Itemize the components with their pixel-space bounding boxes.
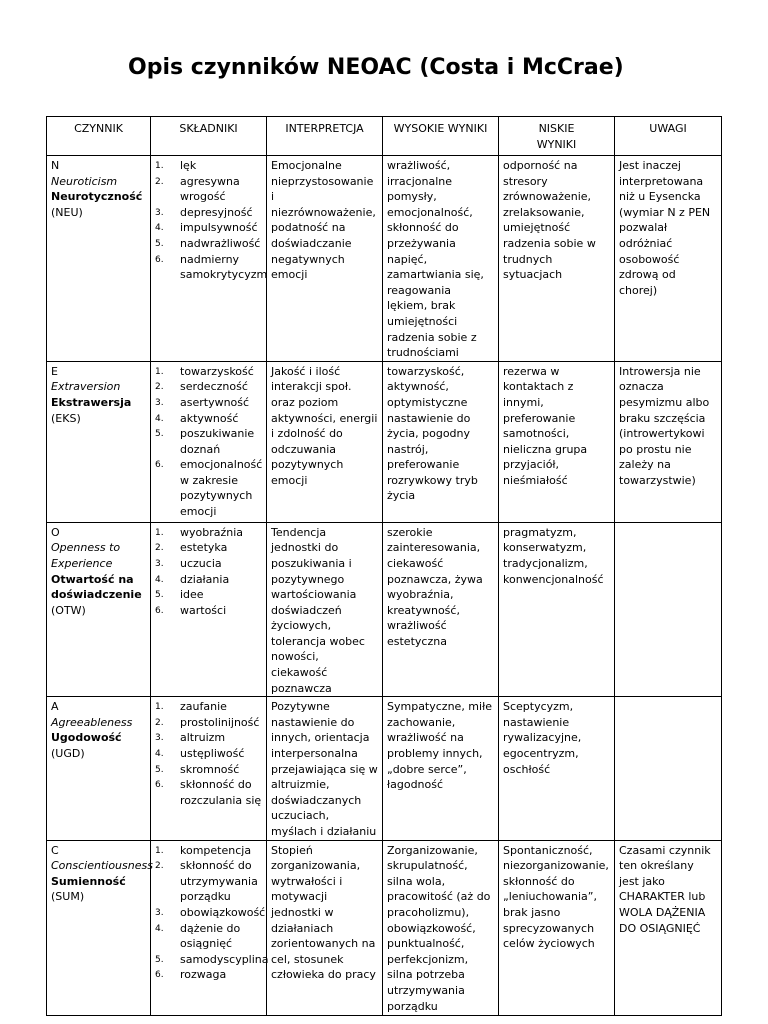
low-scores-cell: pragmatyzm, konserwatyzm, tradycjonalizm, konwencjonalność (499, 522, 615, 697)
header-factor: CZYNNIK (47, 117, 151, 156)
interpretation-cell: Jakość i ilość interakcji społ. oraz poziom aktywności, energii i zdolność do odczuwania pozytywnych emocji (267, 361, 383, 522)
components-cell (151, 156, 267, 362)
factor-name-pl: Otwartość na doświadczenie (51, 572, 142, 602)
list-item: obowiązkowość (180, 905, 266, 919)
factor-name-pl: Ekstrawersja (51, 395, 132, 409)
factor-name-en: Conscientiousness (51, 859, 153, 873)
header-notes: UWAGI (615, 117, 722, 156)
list-item: nadwrażliwość (180, 236, 261, 250)
factor-letter: O (51, 525, 60, 539)
list-item: emocjonalność w zakresie pozytywnych emocji (180, 458, 263, 519)
list-item: towarzyskość (180, 364, 254, 378)
components-list (155, 158, 268, 283)
high-scores-cell: Sympatyczne, miłe zachowanie, wrażliwość na problemy innych, „dobre serce”, łagodność (383, 697, 499, 840)
table-row (47, 697, 722, 840)
factor-cell (47, 697, 151, 840)
list-item: depresyjność (180, 205, 253, 219)
factor-abbr: (SUM) (51, 890, 85, 904)
list-item: uczucia (180, 556, 222, 570)
low-scores-cell: Sceptycyzm, nastawienie rywalizacyjne, egocentryzm, oschłość (499, 697, 615, 840)
factor-name-pl: Neurotyczność (51, 190, 143, 204)
list-item: ustępliwość (180, 747, 245, 761)
low-scores-cell: rezerwa w kontaktach z innymi, preferowanie samotności, nieliczna grupa przyjaciół, nieśmiałość (499, 361, 615, 522)
header-low-scores: NISKIE WYNIKI (499, 117, 615, 156)
list-item: skłonność do utrzymywania porządku (180, 859, 258, 904)
list-item: zaufanie (180, 700, 227, 714)
factor-abbr: (NEU) (51, 205, 83, 219)
components-cell (151, 840, 267, 1015)
factor-abbr: (UGD) (51, 747, 85, 761)
notes-cell (615, 697, 722, 840)
factor-letter: C (51, 843, 59, 857)
factor-letter: E (51, 364, 58, 378)
list-item: nadmierny samokrytycyzm (180, 252, 268, 282)
list-item: lęk (180, 159, 197, 172)
list-item: wyobraźnia (180, 525, 244, 539)
factor-abbr: (OTW) (51, 603, 86, 617)
components-cell (151, 697, 267, 840)
factor-cell (47, 840, 151, 1015)
list-item: estetyka (180, 541, 228, 555)
components-cell (151, 522, 267, 697)
factor-name-pl: Sumienność (51, 874, 126, 888)
high-scores-cell: Zorganizowanie, skrupulatność, silna wola, pracowitość (aż do pracoholizmu), obowiązkowość, punktualność, perfekcjonizm, silna potrzeba utrzymywania porządku (383, 840, 499, 1015)
factor-name-en: Neuroticism (51, 174, 118, 188)
interpretation-cell: Stopień zorganizowania, wytrwałości i motywacji jednostki w działaniach zorientowanych na cel, stosunek człowieka do pracy (267, 840, 383, 1015)
header-components: SKŁADNIKI (151, 117, 267, 156)
table-row (47, 522, 722, 697)
low-scores-cell: Spontaniczność, niezorganizowanie, skłonność do „leniuchowania”, brak jasno sprecyzowanych celów życiowych (499, 840, 615, 1015)
list-item: kompetencja (180, 843, 252, 857)
list-item: impulsywność (180, 221, 258, 235)
components-list (155, 699, 262, 808)
low-scores-cell: odporność na stresory zrównoważenie, zrelaksowanie, umiejętność radzenia sobie w trudnych sytuacjach (499, 156, 615, 362)
list-item: rozwaga (180, 968, 227, 982)
interpretation-cell: Tendencja jednostki do poszukiwania i pozytywnego wartościowania doświadczeń życiowych, tolerancja wobec nowości, ciekawość poznawcza (267, 522, 383, 697)
high-scores-cell: wrażliwość, irracjonalne pomysły, emocjonalność, skłonność do przeżywania napięć, zamartwiania się, reagowania lękiem, brak umiejętności radzenia sobie z trudnościami (383, 156, 499, 362)
list-item: asertywność (180, 395, 250, 409)
high-scores-cell: towarzyskość, aktywność, optymistyczne nastawienie do życia, pogodny nastrój, preferowanie rozrywkowy tryb życia (383, 361, 499, 522)
factor-cell (47, 156, 151, 362)
table-row (47, 840, 722, 1015)
header-row (47, 117, 722, 156)
notes-cell (615, 522, 722, 697)
interpretation-cell: Pozytywne nastawienie do innych, orientacja interpersonalna przejawiająca się w altruizmie, doświadczanych uczuciach, myślach i działaniu (267, 697, 383, 840)
components-list (155, 843, 269, 983)
list-item: wartości (180, 603, 227, 617)
notes-cell: Introwersja nie oznacza pesymizmu albo braku szczęścia (introwertykowi po prostu nie zależy na towarzystwie) (615, 361, 722, 522)
list-item: idee (180, 588, 204, 602)
list-item: serdeczność (180, 380, 248, 394)
list-item: poszukiwanie doznań (180, 427, 255, 456)
list-item: samodyscyplina (180, 952, 269, 966)
components-list (155, 525, 262, 619)
interpretation-cell: Emocjonalne nieprzystosowanie i niezrównoważenie, podatność na doświadczanie negatywnych emocji (267, 156, 383, 362)
components-cell (151, 361, 267, 522)
factor-name-en: Extraversion (51, 380, 121, 394)
header-high-scores: WYSOKIE WYNIKI (383, 117, 499, 156)
header-interpretation: INTERPRETCJA (267, 117, 383, 156)
list-item: aktywność (180, 411, 239, 425)
factor-name-en: Agreeableness (51, 715, 133, 729)
factor-cell (47, 361, 151, 522)
components-list (155, 364, 262, 520)
factor-letter: A (51, 700, 59, 714)
notes-cell: Czasami czynnik ten określany jest jako CHARAKTER lub WOLA DĄŻENIA DO OSIĄGNIĘĆ (615, 840, 722, 1015)
table-row (47, 361, 722, 522)
factor-name-en: Openness to Experience (51, 541, 121, 570)
factor-cell (47, 522, 151, 697)
notes-cell: Jest inaczej interpretowana niż u Eysencka (wymiar N z PEN pozwalał odróżniać osobowość zdrową od chorej) (615, 156, 722, 362)
list-item: skłonność do rozczulania się (180, 778, 262, 807)
list-item: prostolinijność (180, 715, 260, 729)
page-title: Opis czynników NEOAC (Costa i McCrae) (128, 55, 624, 80)
list-item: działania (180, 572, 230, 586)
factor-letter: N (51, 159, 60, 172)
high-scores-cell: szerokie zainteresowania, ciekawość poznawcza, żywa wyobraźnia, kreatywność, wrażliwość estetyczna (383, 522, 499, 697)
table-row (47, 156, 722, 362)
neoac-table (46, 116, 722, 1016)
list-item: altruizm (180, 731, 226, 745)
list-item: agresywna wrogość (180, 174, 240, 204)
factor-name-pl: Ugodowość (51, 731, 122, 745)
factor-abbr: (EKS) (51, 411, 81, 425)
list-item: skromność (180, 762, 240, 776)
list-item: dążenie do osiągnięć (180, 921, 241, 951)
